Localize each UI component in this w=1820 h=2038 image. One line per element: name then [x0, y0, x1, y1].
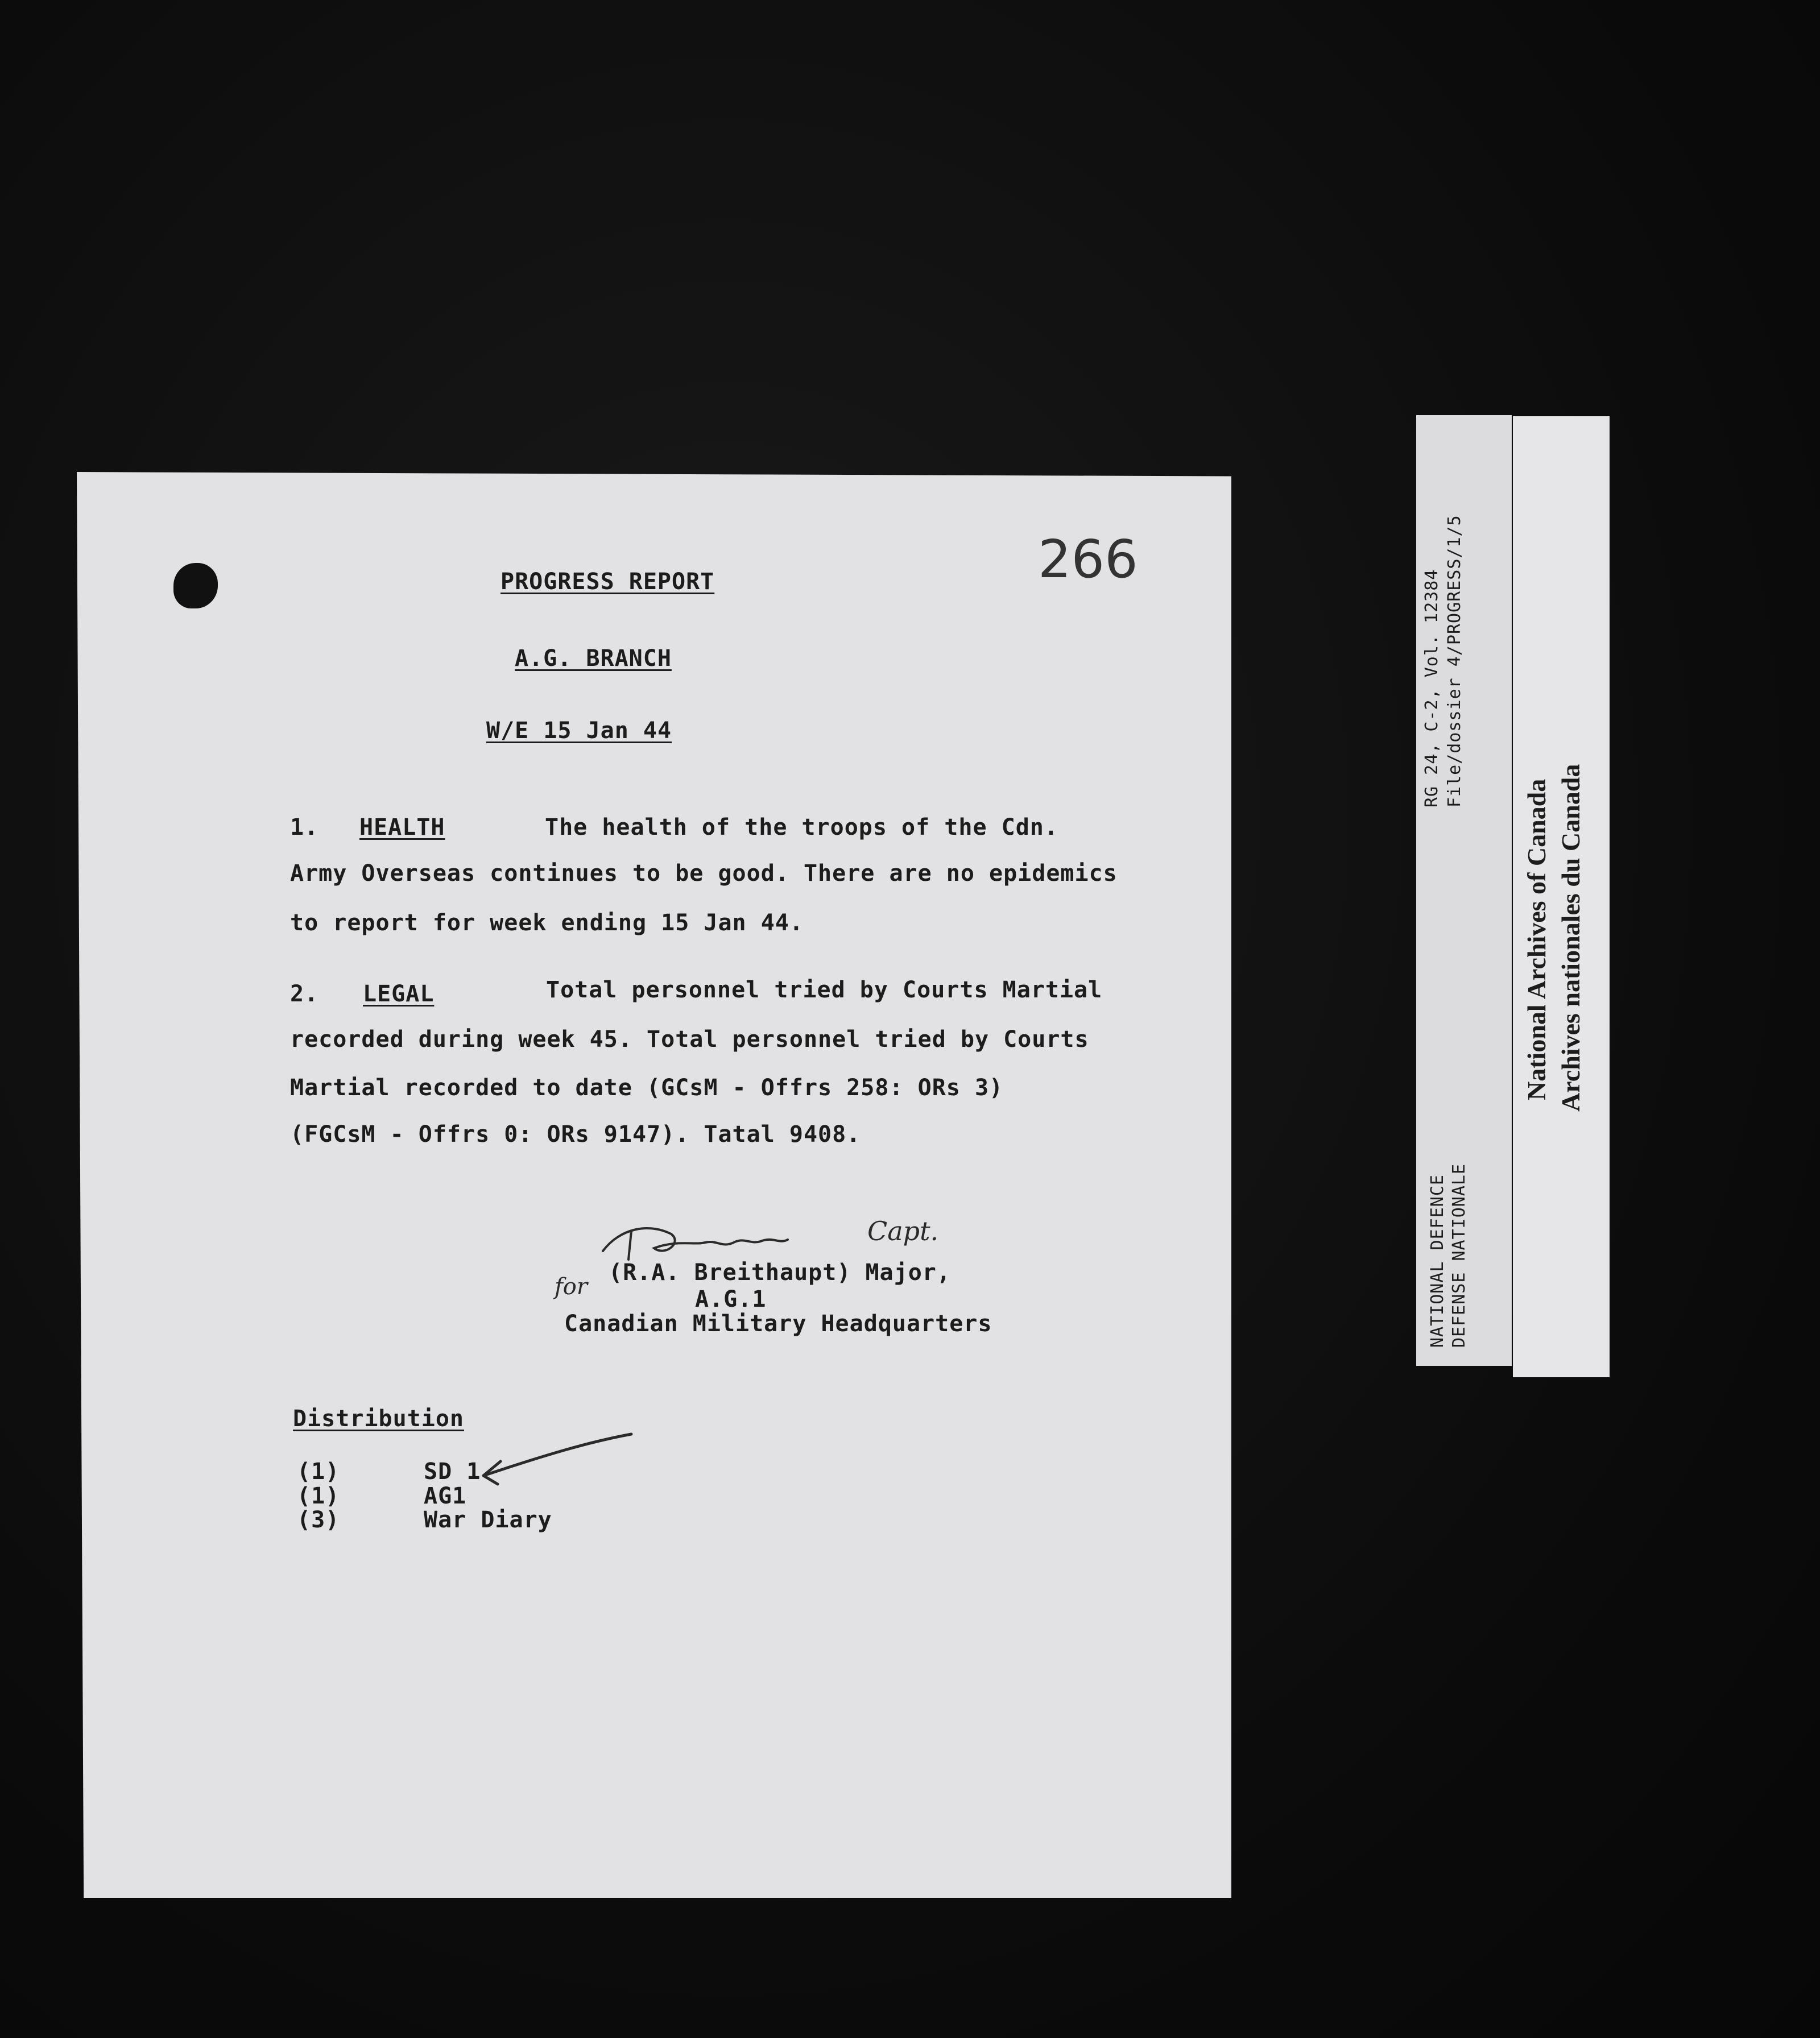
- distribution-heading: Distribution: [293, 1406, 464, 1432]
- distribution-recipient-3: War Diary: [424, 1507, 552, 1533]
- distribution-count-3: (3): [297, 1507, 340, 1533]
- punch-hole: [173, 563, 218, 608]
- archive-reference-line-2: File/dossier 4/PROGRESS/1/5: [1445, 515, 1465, 807]
- section-2-line-2: recorded during week 45. Total personnel tried by Courts: [290, 1026, 1089, 1053]
- week-ending: W/E 15 Jan 44: [486, 718, 672, 744]
- archives-name-fr: Archives nationales du Canada: [1556, 764, 1585, 1112]
- archive-dept-en: NATIONAL DEFENCE: [1428, 1174, 1447, 1348]
- signature-for: for: [555, 1274, 588, 1300]
- section-2-line-1: Total personnel tried by Courts Martial: [546, 977, 1103, 1003]
- section-1-line-1: The health of the troops of the Cdn.: [545, 814, 1058, 840]
- document-page: [77, 472, 1231, 1898]
- signatory-position: A.G.1: [695, 1286, 767, 1312]
- section-2-line-4: (FGCsM - Offrs 0: ORs 9147). Tatal 9408.: [290, 1121, 861, 1148]
- section-1-heading: HEALTH: [359, 814, 445, 840]
- section-2-heading: LEGAL: [363, 981, 435, 1007]
- section-2-number: 2.: [290, 981, 319, 1007]
- archive-reference-line-1: RG 24, C-2, Vol. 12384: [1422, 569, 1442, 807]
- section-1-line-2: Army Overseas continues to be good. There are no epidemics: [290, 860, 1118, 887]
- distribution-count-2: (1): [297, 1483, 340, 1509]
- handwritten-arrow: [466, 1422, 637, 1490]
- section-1-line-3: to report for week ending 15 Jan 44.: [290, 910, 804, 936]
- archives-name-en: National Archives of Canada: [1522, 778, 1551, 1100]
- section-1-number: 1.: [290, 814, 319, 840]
- signatory-organization: Canadian Military Headquarters: [564, 1311, 992, 1337]
- report-title: PROGRESS REPORT: [500, 569, 715, 595]
- branch-heading: A.G. BRANCH: [515, 645, 672, 672]
- signatory-name: (R.A. Breithaupt) Major,: [609, 1260, 951, 1286]
- handwritten-page-number: 266: [1038, 529, 1138, 590]
- signature-rank-handwritten: Capt.: [867, 1216, 939, 1246]
- distribution-count-1: (1): [297, 1459, 340, 1485]
- archive-dept-fr: DEFENSE NATIONALE: [1449, 1163, 1469, 1348]
- distribution-recipient-1: SD 1: [424, 1459, 481, 1485]
- distribution-recipient-2: AG1: [424, 1483, 467, 1509]
- section-2-line-3: Martial recorded to date (GCsM - Offrs 258: ORs 3): [290, 1075, 1004, 1101]
